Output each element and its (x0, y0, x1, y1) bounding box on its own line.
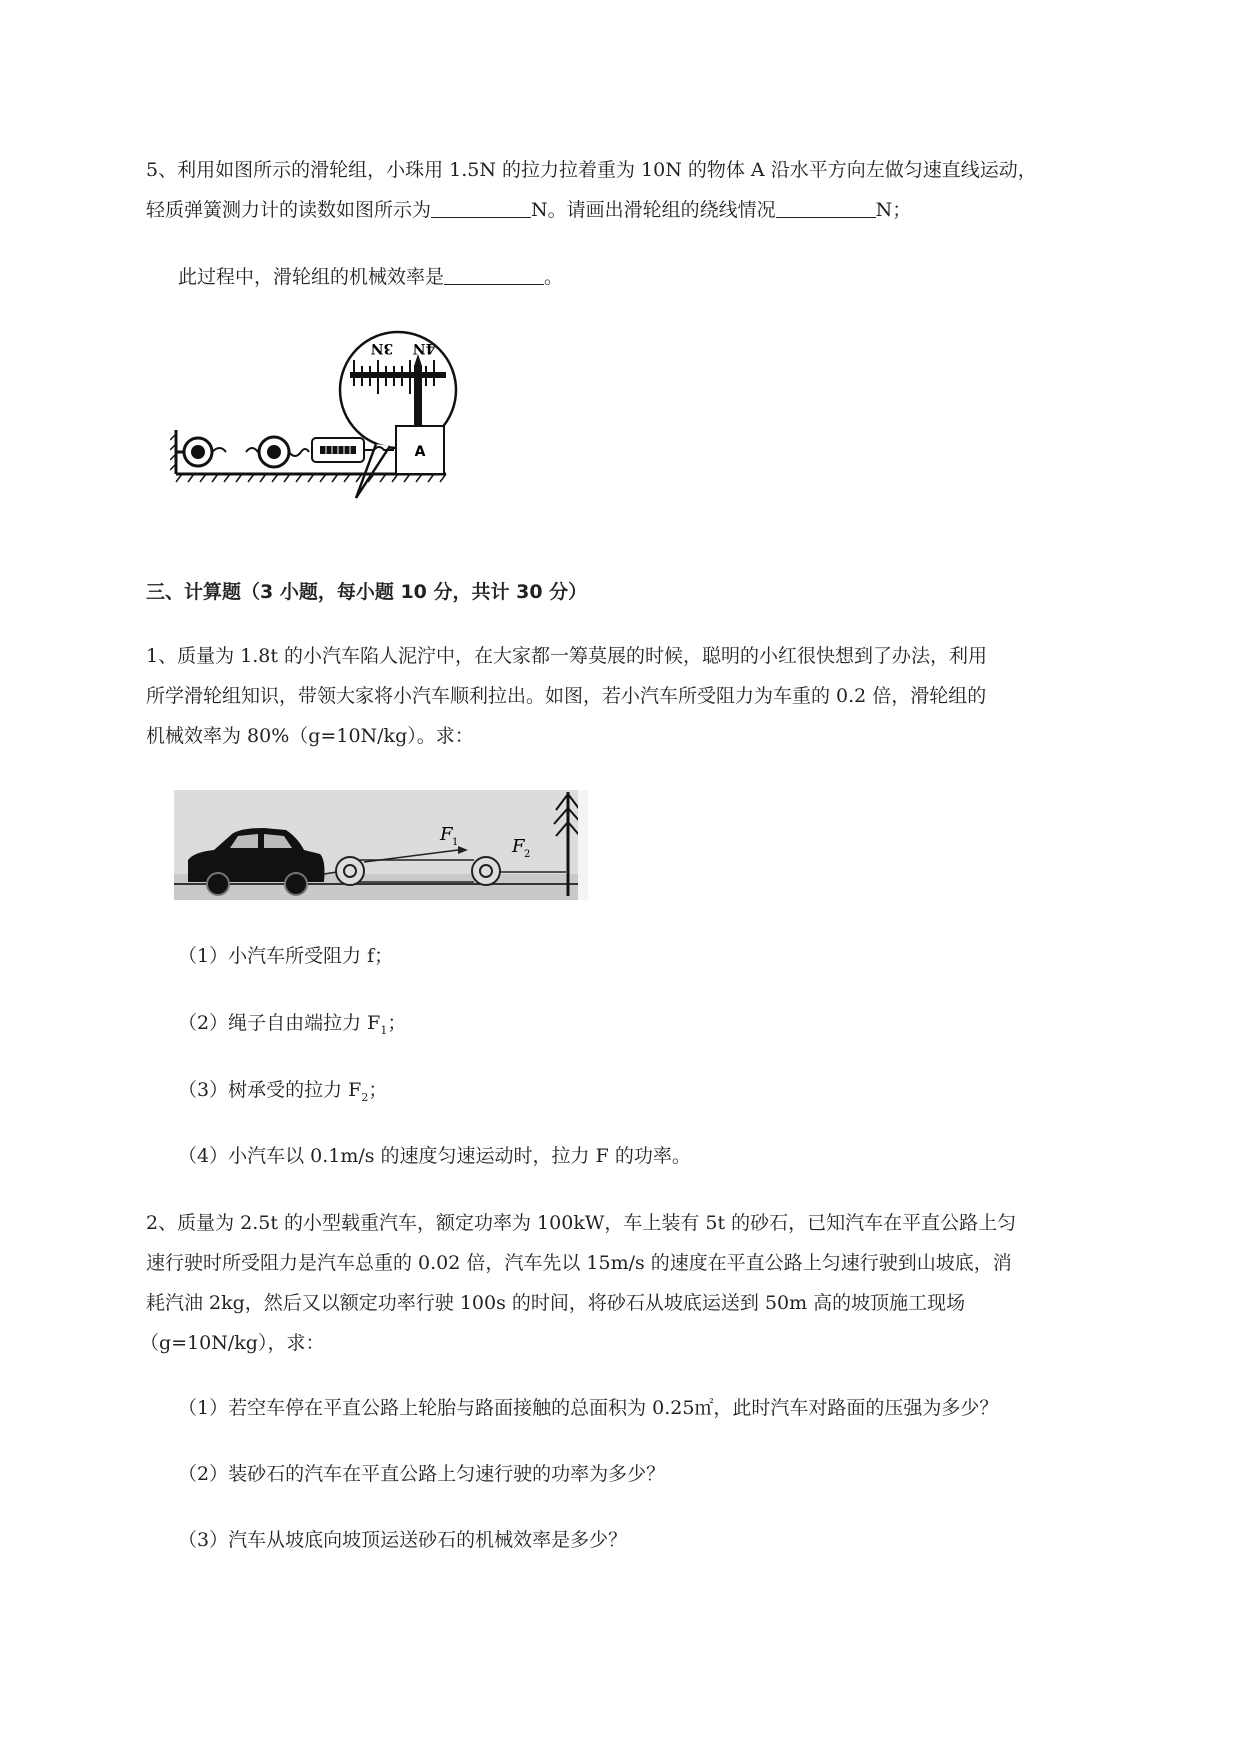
c2-sub-2: （2）装砂石的汽车在平直公路上匀速行驶的功率为多少？ (178, 1463, 666, 1485)
c1-sub-3 (178, 1076, 387, 1112)
section-3-heading: 三、计算题（3 小题，每小题 10 分，共计 30 分） (146, 581, 588, 603)
q5-line-3 (178, 263, 563, 291)
c2-line-2: 速行驶时所受阻力是汽车总重的 0.02 倍，汽车先以 15m/s 的速度在平直公路上匀速行驶到山坡底，消 (146, 1252, 1012, 1274)
c2-sub-1: （1）若空车停在平直公路上轮胎与路面接触的总面积为 0.25㎡，此时汽车对路面的压强为多少？ (178, 1397, 999, 1419)
c1-line-1: 1、质量为 1.8t 的小汽车陷人泥泞中，在大家都一筹莫展的时候，聪明的小红很快想到了办法，利用 (146, 645, 988, 667)
moving-pulley-axle (267, 445, 281, 459)
c2-line-4: （g=10N/kg），求： (140, 1332, 325, 1354)
c1-sub-3-end: ； (368, 1079, 388, 1101)
q5-line-2-text-b: N。请画出滑轮组的绕线情况 (531, 199, 776, 221)
c1-sub-3-text: （3）树承受的拉力 F (178, 1079, 362, 1101)
c1-sub-2-subscript: 1 (380, 1023, 388, 1037)
f1-subscript: 1 (452, 837, 459, 848)
q5-line-3-text-b: 。 (544, 266, 564, 288)
c1-sub-2 (178, 1009, 406, 1045)
q5-line-2-text-a: 轻质弹簧测力计的读数如图所示为 (146, 199, 432, 221)
c1-sub-4: （4）小汽车以 0.1m/s 的速度匀速运动时，拉力 F 的功率。 (178, 1145, 691, 1167)
car-pulley-figure (174, 790, 588, 900)
c1-line-2: 所学滑轮组知识，带领大家将小汽车顺利拉出。如图，若小汽车所受阻力为车重的 0.2 倍，滑轮组的 (146, 685, 987, 707)
q5-blank-3[interactable] (444, 266, 544, 285)
fixed-pulley-axle (191, 445, 205, 459)
c1-sub-2-text: （2）绳子自由端拉力 F (178, 1012, 381, 1034)
q5-blank-1[interactable] (431, 199, 531, 218)
c1-sub-3-subscript: 2 (361, 1090, 369, 1104)
q5-line-2 (146, 196, 911, 224)
c2-line-1: 2、质量为 2.5t 的小型载重汽车，额定功率为 100kW，车上装有 5t 的砂石，已知汽车在平直公路上匀 (146, 1212, 1017, 1234)
c2-line-3: 耗汽油 2kg，然后又以额定功率行驶 100s 的时间，将砂石从坡底运送到 50m 高的坡顶施工现场 (146, 1292, 966, 1314)
q5-blank-2[interactable] (776, 199, 876, 218)
car-wheel-rear (285, 873, 307, 895)
c1-sub-1: （1）小汽车所受阻力 f； (178, 945, 394, 967)
pulley-system-figure (170, 330, 510, 540)
gauge-label-4n: 4N (412, 340, 436, 356)
car-wheel-front (207, 873, 229, 895)
f2-label: F (512, 836, 525, 857)
q5-line-3-text-a: 此过程中，滑轮组的机械效率是 (178, 266, 445, 288)
gauge-label-3n: 3N (370, 340, 394, 356)
block-a-label: A (414, 444, 426, 460)
q5-line-2-text-c: N； (875, 199, 912, 221)
q5-line-1: 5、利用如图所示的滑轮组，小珠用 1.5N 的拉力拉着重为 10N 的物体 A 沿水平方向左做匀速直线运动， (146, 159, 1037, 181)
f1-label: F (440, 824, 453, 845)
c2-sub-3: （3）汽车从坡底向坡顶运送砂石的机械效率是多少？ (178, 1529, 628, 1551)
c1-line-3: 机械效率为 80%（g=10N/kg）。求： (146, 725, 474, 747)
f2-subscript: 2 (524, 849, 531, 860)
gauge-scale-bar (350, 372, 446, 378)
c1-sub-2-end: ； (387, 1012, 407, 1034)
